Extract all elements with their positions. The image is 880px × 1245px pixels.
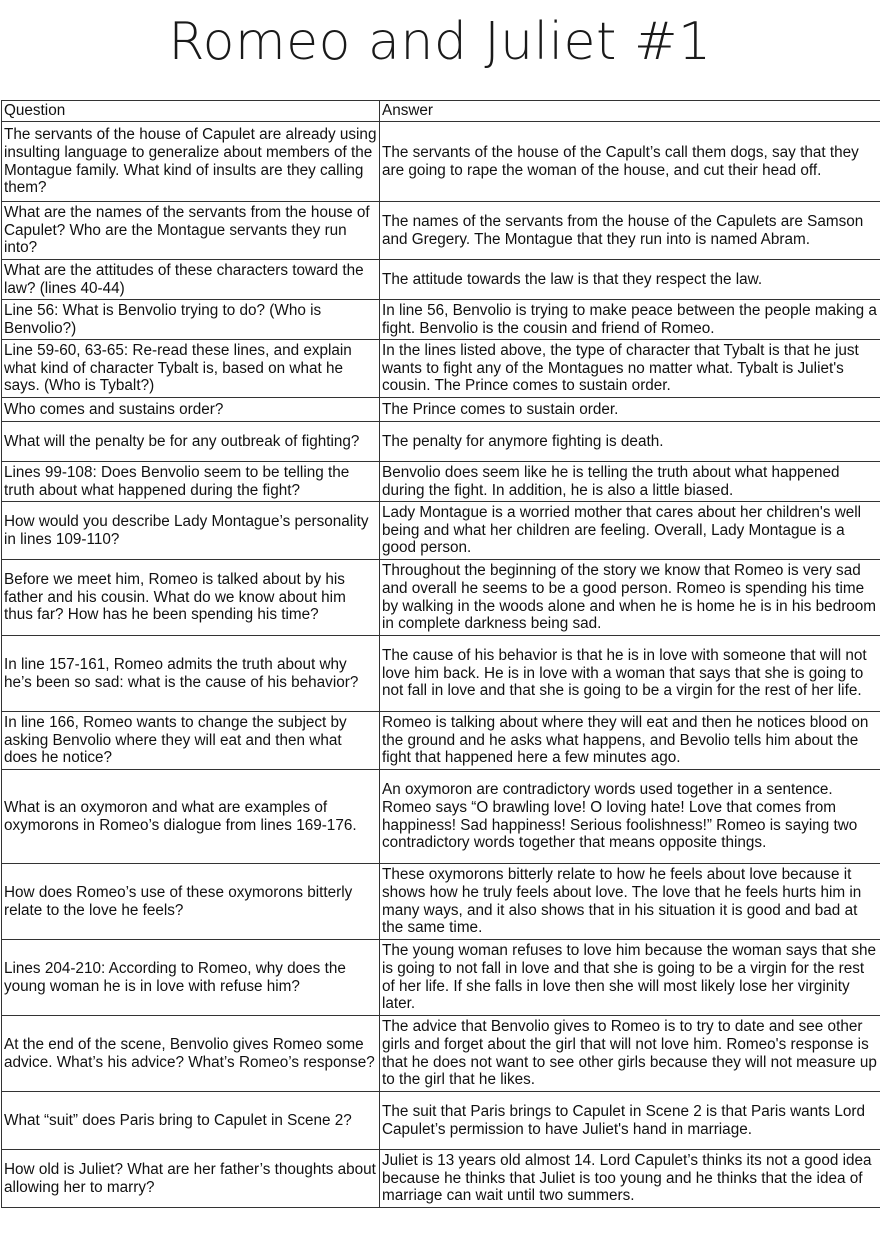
column-header-question: Question [2,101,380,122]
question-cell: What is an oxymoron and what are examples of oxymorons in Romeo’s dialogue from lines 169-176. [2,770,380,864]
question-cell: At the end of the scene, Benvolio gives Romeo some advice. What’s his advice? What’s Romeo’s response? [2,1016,380,1092]
question-cell: Line 56: What is Benvolio trying to do? (Who is Benvolio?) [2,300,380,340]
table-row [2,712,880,770]
answer-cell: Romeo is talking about where they will eat and then he notices blood on the ground and he asks what happens, and Bevolio tells him about the fight that happened here a few minutes ago. [380,712,880,770]
table-row [2,636,880,712]
question-cell: Who comes and sustains order? [2,398,380,422]
question-cell: What “suit” does Paris bring to Capulet in Scene 2? [2,1092,380,1150]
answer-cell: The cause of his behavior is that he is in love with someone that will not love him back. He is in love with a woman that says that she is going to not fall in love and that she is going to be a virgin for the rest of her life. [380,636,880,712]
table-row [2,202,880,260]
table-header-row [2,101,880,122]
page-title: Romeo and Juliet #1 [168,12,712,72]
table-row [2,340,880,398]
answer-cell: The advice that Benvolio gives to Romeo is to try to date and see other girls and forget about the girl that will not love him. Romeo's response is that he does not want to see other girls because they will not measure up to the girl that he likes. [380,1016,880,1092]
question-cell: How old is Juliet? What are her father’s thoughts about allowing her to marry? [2,1150,380,1208]
answer-cell: The suit that Paris brings to Capulet in Scene 2 is that Paris wants Lord Capulet’s permission to have Juliet's hand in marriage. [380,1092,880,1150]
answer-cell: The penalty for anymore fighting is death. [380,422,880,462]
answer-cell: These oxymorons bitterly relate to how he feels about love because it shows how he truly feels about love. The love that he feels hurts him in many ways, and it also shows that in his situation it is good and bad at the same time. [380,864,880,940]
table-row [2,560,880,636]
table-row [2,260,880,300]
qa-table [1,100,880,1208]
table-row [2,1092,880,1150]
column-header-answer: Answer [380,101,880,122]
question-cell: The servants of the house of Capulet are already using insulting language to generalize about members of the Montague family. What kind of insults are they calling them? [2,122,380,202]
question-cell: In line 157-161, Romeo admits the truth about why he’s been so sad: what is the cause of his behavior? [2,636,380,712]
question-cell: In line 166, Romeo wants to change the subject by asking Benvolio where they will eat and then what does he notice? [2,712,380,770]
answer-cell: In line 56, Benvolio is trying to make peace between the people making a fight. Benvolio is the cousin and friend of Romeo. [380,300,880,340]
answer-cell: The Prince comes to sustain order. [380,398,880,422]
table-row [2,1016,880,1092]
question-cell: Before we meet him, Romeo is talked about by his father and his cousin. What do we know about him thus far? How has he been spending his time? [2,560,380,636]
table-row [2,770,880,864]
answer-cell: An oxymoron are contradictory words used together in a sentence. Romeo says “O brawling love! O loving hate! Love that comes from happiness! Sad happiness! Serious foolishness!” Romeo is saying two contradictory words together that means opposite things. [380,770,880,864]
qa-table-body [2,101,880,1208]
answer-cell: The names of the servants from the house of the Capulets are Samson and Gregery. The Montague that they run into is named Abram. [380,202,880,260]
table-row [2,502,880,560]
question-cell: What are the names of the servants from the house of Capulet? Who are the Montague servants they run into? [2,202,380,260]
question-cell: Lines 99-108: Does Benvolio seem to be telling the truth about what happened during the fight? [2,462,380,502]
question-cell: How does Romeo’s use of these oxymorons bitterly relate to the love he feels? [2,864,380,940]
question-cell: What are the attitudes of these characters toward the law? (lines 40-44) [2,260,380,300]
question-cell: Lines 204-210: According to Romeo, why does the young woman he is in love with refuse him? [2,940,380,1016]
answer-cell: The young woman refuses to love him because the woman says that she is going to not fall in love and that she is going to be a virgin for the rest of her life. If she falls in love then she will most likely lose her virginity later. [380,940,880,1016]
table-row [2,940,880,1016]
table-row [2,462,880,502]
answer-cell: Benvolio does seem like he is telling the truth about what happened during the fight. In addition, he is also a little biased. [380,462,880,502]
table-row [2,864,880,940]
answer-cell: The servants of the house of the Capult’s call them dogs, say that they are going to rape the woman of the house, and cut their head off. [380,122,880,202]
answer-cell: The attitude towards the law is that they respect the law. [380,260,880,300]
table-row [2,300,880,340]
answer-cell: Juliet is 13 years old almost 14. Lord Capulet’s thinks its not a good idea because he thinks that Juliet is too young and he thinks that the idea of marriage can wait until two summers. [380,1150,880,1208]
question-cell: What will the penalty be for any outbreak of fighting? [2,422,380,462]
question-cell: Line 59-60, 63-65: Re-read these lines, and explain what kind of character Tybalt is, based on what he says. (Who is Tybalt?) [2,340,380,398]
table-row [2,122,880,202]
table-row [2,422,880,462]
answer-cell: Throughout the beginning of the story we know that Romeo is very sad and overall he seems to be a good person. Romeo is spending his time by walking in the woods alone and when he is home he is in his bedroom in complete darkness being sad. [380,560,880,636]
table-row [2,1150,880,1208]
answer-cell: Lady Montague is a worried mother that cares about her children's well being and what her children are feeling. Overall, Lady Montague is a good person. [380,502,880,560]
table-row [2,398,880,422]
answer-cell: In the lines listed above, the type of character that Tybalt is that he just wants to fight any of the Montagues no matter what. Tybalt is Juliet's cousin. The Prince comes to sustain order. [380,340,880,398]
question-cell: How would you describe Lady Montague’s personality in lines 109-110? [2,502,380,560]
